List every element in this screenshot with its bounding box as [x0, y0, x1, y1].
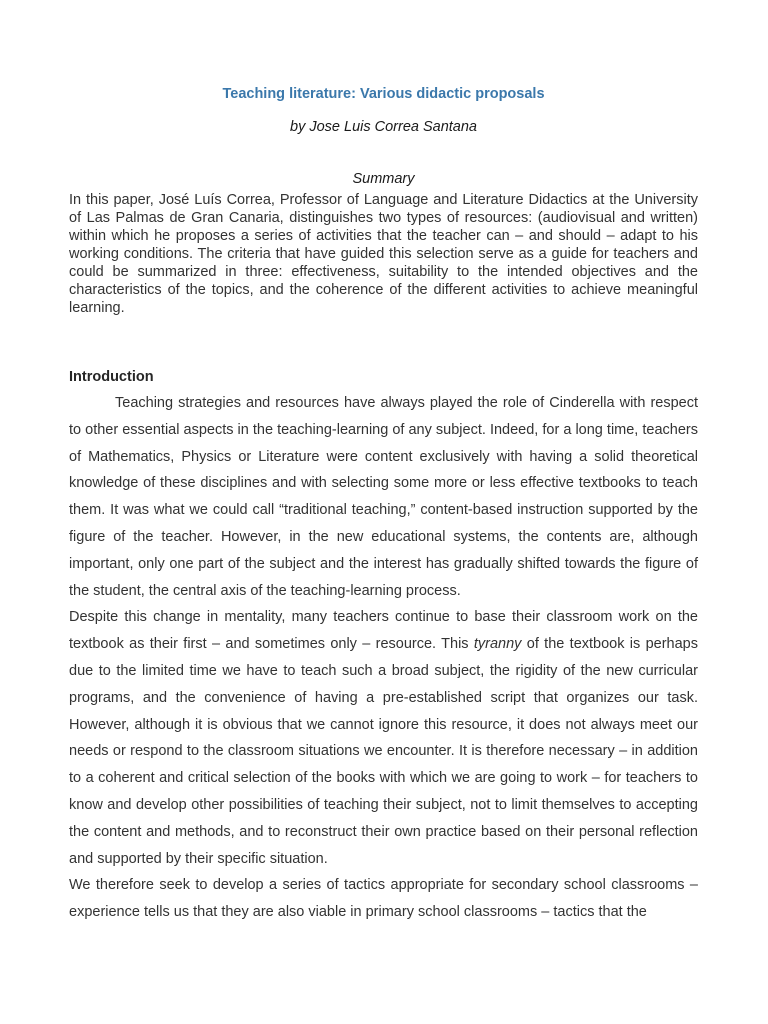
body-paragraph-2 [69, 604, 698, 872]
introduction-heading: Introduction [69, 369, 154, 385]
summary-heading: Summary [352, 171, 415, 187]
summary-paragraph: In this paper, José Luís Correa, Professor of Language and Literature Didactics at the University of Las Palmas de Gran Canaria, distinguishes two types of resources: (audiovisual and written) within which he proposes a series of activities that the teacher can – and should – adapt to his working conditions. The criteria that have guided this selection serve as a guide for teachers and could be summarized in three: effectiveness, suitability to the intended objectives and the characteristics of the topics, and the coherence of the different activities to achieve meaningful learning. [69, 192, 698, 316]
paragraph-2-text-end: of the textbook is perhaps due to the limited time we have to teach such a broad subject, the rigidity of the new curricular programs, and the convenience of having a pre-established script that organizes our task. However, although it is obvious that we cannot ignore this resource, it does not always meet our needs or respond to the classroom situations we encounter. It is therefore necessary – in addition to a coherent and critical selection of the books with which we are going to work – for teachers to know and develop other possibilities of teaching their subject, not to limit themselves to accepting the content and methods, and to reconstruct their own practice based on their personal reflection and supported by their specific situation. [69, 636, 698, 867]
body-paragraph-3: We therefore seek to develop a series of tactics appropriate for secondary school classrooms – experience tells us that they are also viable in primary school classrooms – tactics that the [69, 877, 698, 921]
document-author: by Jose Luis Correa Santana [290, 119, 477, 135]
paragraph-2-text-start: Despite this change in mentality, many teachers continue to base their classroom work on the textbook as their first – and sometimes only – resource. This [69, 609, 698, 653]
emphasis-tyranny: tyranny [473, 636, 522, 653]
body-paragraph-1: Teaching strategies and resources have always played the role of Cinderella with respect to other essential aspects in the teaching-learning of any subject. Indeed, for a long time, teachers of Mathematics, Physics or Literature were content exclusively with having a solid theoretical knowledge of these disciplines and with selecting some more or less effective textbooks to teach them. It was what we could call “traditional teaching,” content-based instruction supported by the figure of the teacher. However, in the new educational systems, the contents are, although important, only one part of the subject and the interest has gradually shifted towards the figure of the student, the central axis of the teaching-learning process. [69, 395, 698, 599]
document-title: Teaching literature: Various didactic proposals [222, 86, 545, 102]
introduction-body [69, 390, 698, 926]
